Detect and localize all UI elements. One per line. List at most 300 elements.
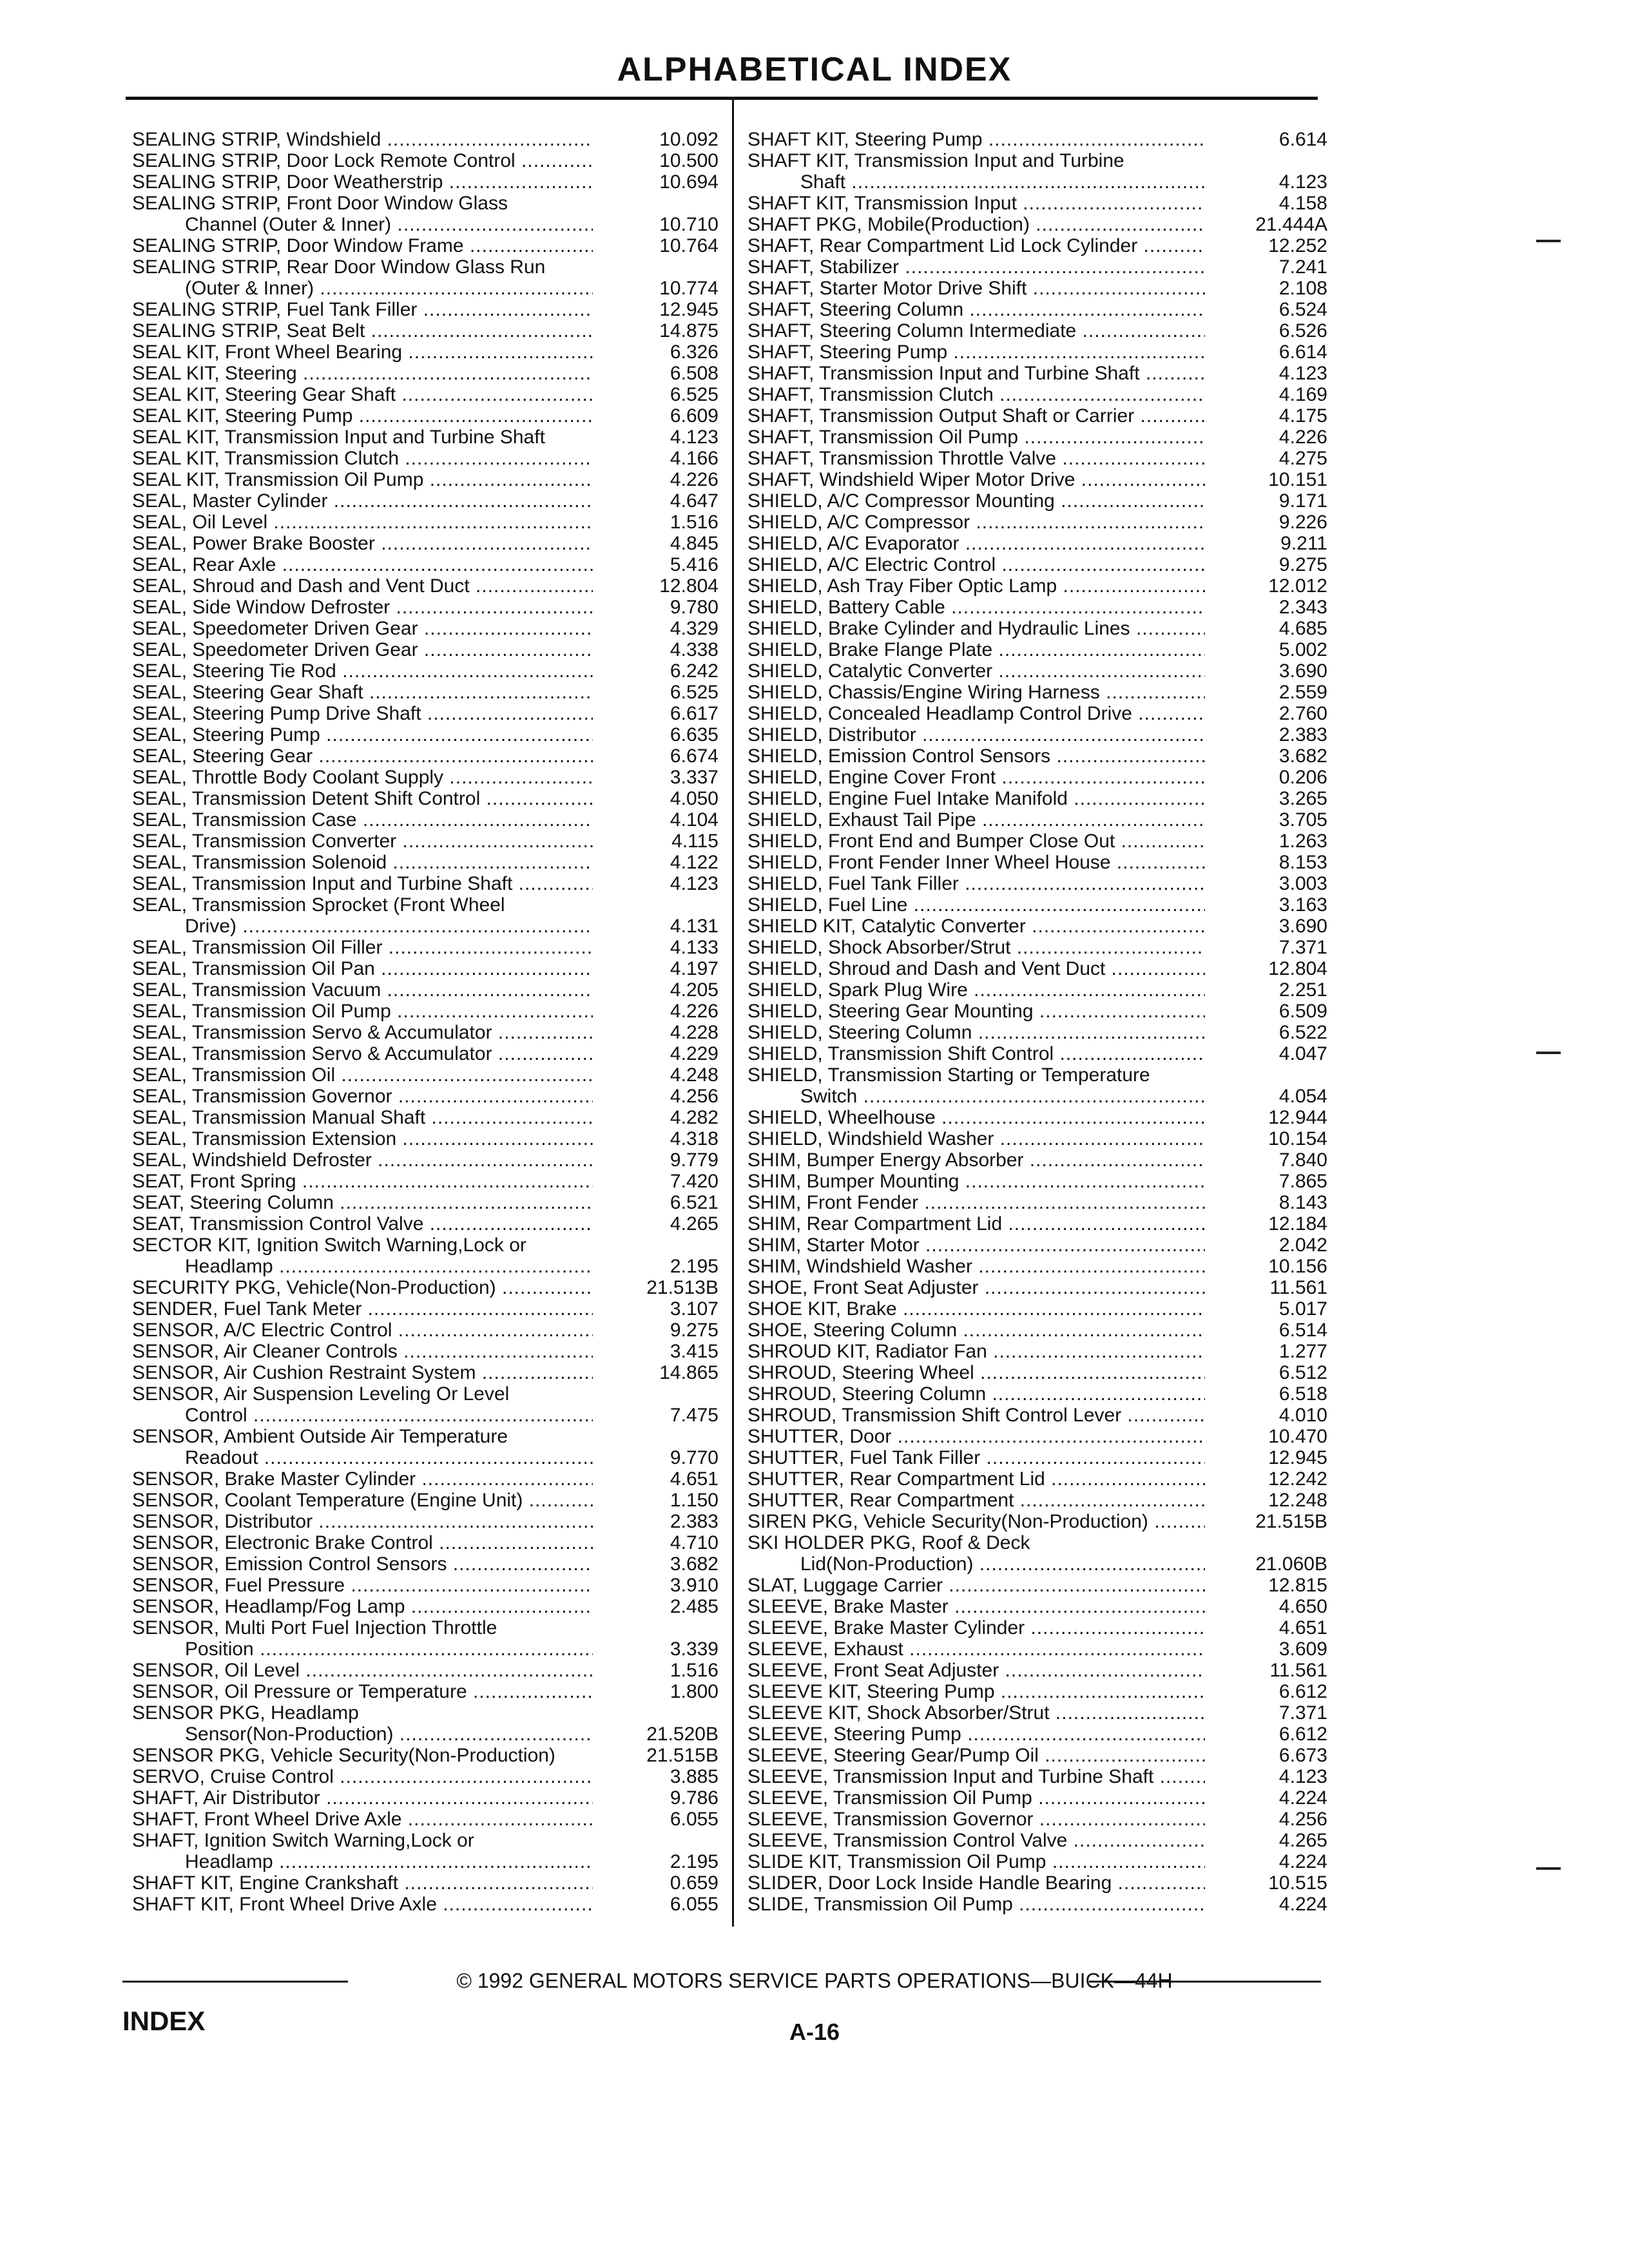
index-entry-page: 4.651 xyxy=(670,1468,718,1490)
index-entry xyxy=(747,1192,1327,1213)
index-entry-page: 6.509 xyxy=(1278,1001,1327,1022)
index-entry-label: SHAFT, Transmission Throttle Valve ..... xyxy=(747,448,1205,469)
index-entry-label: SHAFT, Transmission Output Shaft or Carrier ..... xyxy=(747,405,1205,427)
index-entry xyxy=(747,320,1327,341)
index-entry-label: SLEEVE KIT, Steering Pump ..... xyxy=(747,1681,1205,1702)
index-entry xyxy=(132,1681,718,1702)
index-entry xyxy=(747,129,1327,150)
index-entry-label: SHIELD, Concealed Headlamp Control Drive ..... xyxy=(747,703,1205,724)
index-entry-page: 4.123 xyxy=(670,427,718,448)
index-entry xyxy=(132,235,718,256)
index-entry-page: 21.515B xyxy=(1255,1511,1327,1532)
index-entry-page: 4.205 xyxy=(670,979,718,1001)
index-entry-label: SEAL, Transmission Oil Filler ..... xyxy=(132,937,593,958)
index-entry-label: SEALING STRIP, Windshield ..... xyxy=(132,129,593,150)
index-entry-page: 4.651 xyxy=(1278,1617,1327,1639)
index-entry xyxy=(132,256,718,278)
index-entry-label: SEAL KIT, Transmission Clutch ..... xyxy=(132,448,593,469)
index-entry xyxy=(747,979,1327,1001)
index-entry-label: SEALING STRIP, Door Weatherstrip ..... xyxy=(132,171,593,193)
index-entry-label: SHIM, Front Fender ..... xyxy=(747,1192,1205,1213)
index-entry-label: SHAFT, Air Distributor ..... xyxy=(132,1787,593,1809)
index-entry xyxy=(747,745,1327,767)
index-entry xyxy=(747,1298,1327,1320)
index-entry-label: SENSOR, Air Cushion Restraint System ..... xyxy=(132,1362,593,1383)
index-entry xyxy=(747,1277,1327,1298)
index-entry-label: SLEEVE, Exhaust ..... xyxy=(747,1639,1205,1660)
index-entry-page: 10.710 xyxy=(659,214,718,235)
index-entry-page: 4.158 xyxy=(1278,193,1327,214)
index-entry xyxy=(747,384,1327,405)
index-entry xyxy=(747,937,1327,958)
index-entry xyxy=(132,405,718,427)
index-entry-page: 2.760 xyxy=(1278,703,1327,724)
index-entry-page: 0.659 xyxy=(670,1872,718,1894)
index-entry xyxy=(747,1405,1327,1426)
index-entry xyxy=(747,363,1327,384)
index-entry-page: 3.415 xyxy=(670,1341,718,1362)
index-entry-label: SEAL, Transmission Vacuum ..... xyxy=(132,979,593,1001)
index-entry-label: SEAL, Transmission Servo & Accumulator ..... xyxy=(132,1022,593,1043)
index-entry-label: Position ..... xyxy=(132,1639,593,1660)
index-entry-page: 12.012 xyxy=(1268,575,1327,597)
index-entry xyxy=(132,427,718,448)
index-entry-label: SEAL, Transmission Detent Shift Control ..... xyxy=(132,788,593,809)
index-entry-label: SHUTTER, Rear Compartment Lid ..... xyxy=(747,1468,1205,1490)
index-entry-label: SENSOR, Multi Port Fuel Injection Throttle xyxy=(132,1617,497,1639)
index-entry xyxy=(747,1724,1327,1745)
index-entry-label: SEAL, Steering Tie Rod ..... xyxy=(132,660,593,682)
index-entry-page: 6.512 xyxy=(1278,1362,1327,1383)
index-entry xyxy=(132,1128,718,1149)
index-entry-label: SLEEVE, Transmission Governor ..... xyxy=(747,1809,1205,1830)
index-entry-label: SHUTTER, Rear Compartment ..... xyxy=(747,1490,1205,1511)
index-entry-label: SHIELD, Exhaust Tail Pipe ..... xyxy=(747,809,1205,831)
index-entry xyxy=(132,1298,718,1320)
index-entry xyxy=(132,1511,718,1532)
index-entry xyxy=(132,341,718,363)
index-entry xyxy=(132,1235,718,1256)
index-entry-label: SENSOR, Ambient Outside Air Temperature xyxy=(132,1426,508,1447)
index-entry-page: 9.275 xyxy=(670,1320,718,1341)
index-entry xyxy=(132,1001,718,1022)
index-entry xyxy=(132,1256,718,1277)
index-entry-page: 4.338 xyxy=(670,639,718,660)
index-entry-label: SLEEVE, Transmission Oil Pump ..... xyxy=(747,1787,1205,1809)
index-entry-page: 12.815 xyxy=(1268,1575,1327,1596)
index-entry xyxy=(747,1553,1327,1575)
index-entry-page: 6.514 xyxy=(1278,1320,1327,1341)
index-entry-page: 21.520B xyxy=(646,1724,718,1745)
index-entry xyxy=(132,384,718,405)
index-entry-page: 8.153 xyxy=(1278,852,1327,873)
index-entry-page: 2.343 xyxy=(1278,597,1327,618)
index-entry-label: SHROUD, Transmission Shift Control Lever ..... xyxy=(747,1405,1205,1426)
index-entry-page: 10.774 xyxy=(659,278,718,299)
index-entry-label: SENSOR, Oil Pressure or Temperature ..... xyxy=(132,1681,593,1702)
index-entry-page: 7.420 xyxy=(670,1171,718,1192)
index-entry-page: 6.674 xyxy=(670,745,718,767)
index-entry-label: SHAFT KIT, Steering Pump ..... xyxy=(747,129,1205,150)
index-entry-label: SHIELD, Fuel Tank Filler ..... xyxy=(747,873,1205,894)
index-entry-label: SEAL, Transmission Extension ..... xyxy=(132,1128,593,1149)
index-entry xyxy=(132,1405,718,1426)
index-entry-label: SHIELD, Steering Gear Mounting ..... xyxy=(747,1001,1205,1022)
index-entry xyxy=(132,320,718,341)
index-entry xyxy=(747,1171,1327,1192)
index-entry-label: SHIELD, Transmission Shift Control ..... xyxy=(747,1043,1205,1064)
index-entry xyxy=(747,788,1327,809)
index-entry-page: 7.371 xyxy=(1278,1702,1327,1724)
index-entry-page: 9.779 xyxy=(670,1149,718,1171)
index-entry-label: SEAL, Steering Pump ..... xyxy=(132,724,593,745)
index-entry-page: 2.195 xyxy=(670,1256,718,1277)
index-entry-label: Control ..... xyxy=(132,1405,593,1426)
index-entry-label: SLIDER, Door Lock Inside Handle Bearing ..... xyxy=(747,1872,1205,1894)
index-entry xyxy=(747,1468,1327,1490)
index-entry-label: SHOE KIT, Brake ..... xyxy=(747,1298,1205,1320)
index-entry xyxy=(132,469,718,490)
index-entry-page: 6.609 xyxy=(670,405,718,427)
index-entry-label: SENSOR, Air Suspension Leveling Or Level xyxy=(132,1383,510,1405)
index-entry-page: 5.416 xyxy=(670,554,718,575)
index-entry-page: 2.108 xyxy=(1278,278,1327,299)
index-entry-page: 3.682 xyxy=(1278,745,1327,767)
index-entry xyxy=(747,1341,1327,1362)
index-entry xyxy=(747,1639,1327,1660)
index-entry-page: 10.156 xyxy=(1268,1256,1327,1277)
index-entry xyxy=(132,1383,718,1405)
index-entry-page: 3.690 xyxy=(1278,916,1327,937)
index-entry-label: SLAT, Luggage Carrier ..... xyxy=(747,1575,1205,1596)
index-entry-label: Headlamp ..... xyxy=(132,1256,593,1277)
index-entry xyxy=(747,1809,1327,1830)
index-entry-label: SEAL, Steering Gear ..... xyxy=(132,745,593,767)
index-entry-page: 21.515B xyxy=(646,1745,718,1766)
index-entry xyxy=(747,1830,1327,1851)
index-entry-label: SEAL, Transmission Converter ..... xyxy=(132,831,593,852)
index-entry-label: SHIELD, A/C Evaporator ..... xyxy=(747,533,1205,554)
index-entry-page: 4.050 xyxy=(670,788,718,809)
index-entry xyxy=(132,1320,718,1341)
index-entry-label: SEALING STRIP, Door Window Frame ..... xyxy=(132,235,593,256)
page-number: A-16 xyxy=(789,2019,840,2045)
index-entry xyxy=(132,1468,718,1490)
index-entry xyxy=(132,1043,718,1064)
index-entry xyxy=(747,1043,1327,1064)
index-entry-label: SHIELD, Engine Fuel Intake Manifold ..... xyxy=(747,788,1205,809)
index-entry-page: 14.865 xyxy=(659,1362,718,1383)
index-entry-label: SEAL, Speedometer Driven Gear ..... xyxy=(132,639,593,660)
index-entry-label: Readout ..... xyxy=(132,1447,593,1468)
index-entry-label: SEAL KIT, Front Wheel Bearing ..... xyxy=(132,341,593,363)
index-entry xyxy=(747,1787,1327,1809)
index-entry xyxy=(132,575,718,597)
index-entry-page: 4.122 xyxy=(670,852,718,873)
index-entry-page: 9.226 xyxy=(1278,512,1327,533)
index-entry-label: SHIELD, Distributor ..... xyxy=(747,724,1205,745)
index-entry-page: 3.885 xyxy=(670,1766,718,1787)
index-entry-label: SEAL KIT, Transmission Oil Pump ..... xyxy=(132,469,593,490)
index-entry xyxy=(132,278,718,299)
index-entry xyxy=(747,1490,1327,1511)
index-entry-label: (Outer & Inner) ..... xyxy=(132,278,593,299)
index-entry-page: 12.804 xyxy=(659,575,718,597)
index-entry-page: 4.282 xyxy=(670,1107,718,1128)
index-entry-label: SHAFT KIT, Engine Crankshaft ..... xyxy=(132,1872,593,1894)
index-entry-label: SEAL, Side Window Defroster ..... xyxy=(132,597,593,618)
index-entry-page: 6.612 xyxy=(1278,1724,1327,1745)
index-entry-label: SEAL, Windshield Defroster ..... xyxy=(132,1149,593,1171)
index-entry-label: SLEEVE, Brake Master ..... xyxy=(747,1596,1205,1617)
index-entry xyxy=(132,1341,718,1362)
index-entry-label: SLIDE, Transmission Oil Pump ..... xyxy=(747,1894,1205,1915)
index-entry-label: SLEEVE KIT, Shock Absorber/Strut ..... xyxy=(747,1702,1205,1724)
index-entry-page: 4.647 xyxy=(670,490,718,512)
index-entry-page: 3.910 xyxy=(670,1575,718,1596)
index-entry-page: 9.770 xyxy=(670,1447,718,1468)
margin-mark xyxy=(1536,240,1561,242)
index-entry-page: 4.047 xyxy=(1278,1043,1327,1064)
index-entry-label: SHAFT, Transmission Clutch ..... xyxy=(747,384,1205,405)
index-entry-page: 4.685 xyxy=(1278,618,1327,639)
index-entry-page: 6.242 xyxy=(670,660,718,682)
index-entry xyxy=(132,894,718,916)
index-entry-label: SHAFT, Ignition Switch Warning,Lock or xyxy=(132,1830,474,1851)
index-entry xyxy=(747,1426,1327,1447)
index-entry-label: SEAL, Transmission Manual Shaft ..... xyxy=(132,1107,593,1128)
index-entry-label: Shaft ..... xyxy=(747,171,1205,193)
index-entry-label: SIREN PKG, Vehicle Security(Non-Production) ..... xyxy=(747,1511,1205,1532)
index-entry-label: SHAFT KIT, Transmission Input ..... xyxy=(747,193,1205,214)
index-entry xyxy=(747,1872,1327,1894)
index-entry-label: SEAL, Steering Pump Drive Shaft ..... xyxy=(132,703,593,724)
index-entry xyxy=(132,597,718,618)
index-entry xyxy=(747,1660,1327,1681)
index-entry-label: SHIELD, Brake Cylinder and Hydraulic Lines ..... xyxy=(747,618,1205,639)
index-entry-label: SEAL KIT, Steering Gear Shaft ..... xyxy=(132,384,593,405)
index-entry xyxy=(132,1702,718,1724)
index-entry-label: SENSOR, Distributor ..... xyxy=(132,1511,593,1532)
index-entry-label: Drive) ..... xyxy=(132,916,593,937)
index-entry-label: SHAFT KIT, Front Wheel Drive Axle ..... xyxy=(132,1894,593,1915)
index-entry-label: SEAL KIT, Steering Pump ..... xyxy=(132,405,593,427)
index-entry-page: 1.263 xyxy=(1278,831,1327,852)
index-entry-label: SECURITY PKG, Vehicle(Non-Production) ..... xyxy=(132,1277,593,1298)
index-entry-page: 4.224 xyxy=(1278,1851,1327,1872)
index-entry-label: SHIELD, A/C Compressor ..... xyxy=(747,512,1205,533)
index-entry-page: 7.241 xyxy=(1278,256,1327,278)
index-entry-label: SHIM, Bumper Mounting ..... xyxy=(747,1171,1205,1192)
index-entry xyxy=(132,788,718,809)
index-entry xyxy=(132,767,718,788)
index-entry xyxy=(747,214,1327,235)
index-entry xyxy=(747,1596,1327,1617)
index-entry-label: SHIELD, Battery Cable ..... xyxy=(747,597,1205,618)
index-entry-label: SEAL, Transmission Oil Pump ..... xyxy=(132,1001,593,1022)
index-entry-label: SEALING STRIP, Front Door Window Glass xyxy=(132,193,508,214)
index-entry-page: 10.764 xyxy=(659,235,718,256)
index-entry-page: 6.508 xyxy=(670,363,718,384)
index-entry xyxy=(747,1702,1327,1724)
index-entry xyxy=(132,618,718,639)
index-entry-page: 6.055 xyxy=(670,1894,718,1915)
index-entry xyxy=(132,916,718,937)
index-entry xyxy=(132,1809,718,1830)
index-entry-label: SHIM, Starter Motor ..... xyxy=(747,1235,1205,1256)
index-entry-page: 1.516 xyxy=(670,1660,718,1681)
index-entry-page: 9.780 xyxy=(670,597,718,618)
index-entry xyxy=(747,405,1327,427)
index-entry xyxy=(747,256,1327,278)
index-column-right xyxy=(747,129,1327,1915)
index-entry-page: 11.561 xyxy=(1269,1660,1327,1681)
index-entry-label: SHIM, Bumper Energy Absorber ..... xyxy=(747,1149,1205,1171)
index-entry-page: 10.092 xyxy=(659,129,718,150)
index-entry-page: 4.224 xyxy=(1278,1787,1327,1809)
index-entry-label: SKI HOLDER PKG, Roof & Deck xyxy=(747,1532,1030,1553)
index-entry xyxy=(747,894,1327,916)
index-entry-page: 6.526 xyxy=(1278,320,1327,341)
index-entry-page: 6.614 xyxy=(1278,129,1327,150)
index-entry xyxy=(747,597,1327,618)
index-entry-label: SHIELD, A/C Electric Control ..... xyxy=(747,554,1205,575)
index-entry-page: 3.163 xyxy=(1278,894,1327,916)
index-entry xyxy=(132,1022,718,1043)
margin-mark xyxy=(1536,1867,1561,1870)
index-entry-label: SHIELD, Chassis/Engine Wiring Harness ..... xyxy=(747,682,1205,703)
index-entry-page: 7.865 xyxy=(1278,1171,1327,1192)
index-entry-label: SHIELD, Shock Absorber/Strut ..... xyxy=(747,937,1205,958)
index-entry-label: SEAL, Transmission Oil Pan ..... xyxy=(132,958,593,979)
index-entry xyxy=(747,235,1327,256)
index-entry xyxy=(132,958,718,979)
index-entry-page: 3.690 xyxy=(1278,660,1327,682)
index-entry-label: SEAL KIT, Transmission Input and Turbine Shaft xyxy=(132,427,545,448)
index-entry xyxy=(132,1553,718,1575)
index-entry-label: SHAFT PKG, Mobile(Production) ..... xyxy=(747,214,1205,235)
index-entry-label: SHIELD, Ash Tray Fiber Optic Lamp ..... xyxy=(747,575,1205,597)
index-entry xyxy=(747,1362,1327,1383)
index-entry-page: 6.524 xyxy=(1278,299,1327,320)
index-entry xyxy=(132,873,718,894)
index-entry xyxy=(132,1596,718,1617)
index-entry-page: 2.042 xyxy=(1278,1235,1327,1256)
index-entry-label: SHAFT, Steering Pump ..... xyxy=(747,341,1205,363)
index-entry-page: 6.522 xyxy=(1278,1022,1327,1043)
index-entry-page: 4.169 xyxy=(1278,384,1327,405)
index-entry-page: 4.329 xyxy=(670,618,718,639)
index-entry-page: 4.228 xyxy=(670,1022,718,1043)
index-entry xyxy=(132,1724,718,1745)
index-entry-label: SEAL, Steering Gear Shaft ..... xyxy=(132,682,593,703)
index-entry-label: SEAL KIT, Steering ..... xyxy=(132,363,593,384)
index-entry xyxy=(747,1532,1327,1553)
index-entry xyxy=(132,703,718,724)
index-entry-label: SENSOR, Fuel Pressure ..... xyxy=(132,1575,593,1596)
index-entry-page: 6.525 xyxy=(670,384,718,405)
index-entry xyxy=(747,618,1327,639)
index-entry xyxy=(132,1362,718,1383)
index-entry xyxy=(747,809,1327,831)
index-entry-label: SHIELD, A/C Compressor Mounting ..... xyxy=(747,490,1205,512)
index-entry-label: SEAT, Transmission Control Valve ..... xyxy=(132,1213,593,1235)
index-entry-page: 4.248 xyxy=(670,1064,718,1086)
index-entry-label: SHIELD, Shroud and Dash and Vent Duct ..... xyxy=(747,958,1205,979)
index-entry xyxy=(747,1022,1327,1043)
index-entry xyxy=(132,1171,718,1192)
index-entry-page: 12.248 xyxy=(1268,1490,1327,1511)
index-entry-page: 8.143 xyxy=(1278,1192,1327,1213)
index-entry-page: 11.561 xyxy=(1269,1277,1327,1298)
index-entry xyxy=(747,278,1327,299)
index-entry xyxy=(132,1851,718,1872)
index-entry xyxy=(132,1617,718,1639)
index-entry-page: 3.265 xyxy=(1278,788,1327,809)
index-entry xyxy=(132,745,718,767)
index-entry-page: 12.252 xyxy=(1268,235,1327,256)
index-entry xyxy=(747,660,1327,682)
index-entry-page: 6.635 xyxy=(670,724,718,745)
index-entry-label: SHOE, Front Seat Adjuster ..... xyxy=(747,1277,1205,1298)
index-entry xyxy=(747,852,1327,873)
index-entry-page: 4.224 xyxy=(1278,1894,1327,1915)
index-entry-page: 12.944 xyxy=(1268,1107,1327,1128)
index-entry-page: 10.694 xyxy=(659,171,718,193)
index-entry-label: Sensor(Non-Production) ..... xyxy=(132,1724,593,1745)
index-entry-label: SEAL, Transmission Oil ..... xyxy=(132,1064,593,1086)
index-entry xyxy=(132,448,718,469)
index-entry-label: SEAL, Throttle Body Coolant Supply ..... xyxy=(132,767,593,788)
index-entry xyxy=(747,724,1327,745)
index-entry-page: 10.470 xyxy=(1268,1426,1327,1447)
index-entry-label: SENSOR, Oil Level ..... xyxy=(132,1660,593,1681)
index-entry xyxy=(747,193,1327,214)
index-entry-page: 4.197 xyxy=(670,958,718,979)
index-entry-page: 3.609 xyxy=(1278,1639,1327,1660)
index-entry-label: Channel (Outer & Inner) ..... xyxy=(132,214,593,235)
index-entry-label: SEALING STRIP, Rear Door Window Glass Run xyxy=(132,256,546,278)
index-entry xyxy=(747,469,1327,490)
index-entry xyxy=(132,852,718,873)
index-entry-label: SHIELD, Front Fender Inner Wheel House ..... xyxy=(747,852,1205,873)
index-entry-page: 4.650 xyxy=(1278,1596,1327,1617)
index-entry xyxy=(132,1192,718,1213)
index-entry-label: SHOE, Steering Column ..... xyxy=(747,1320,1205,1341)
index-entry-label: SENSOR PKG, Headlamp xyxy=(132,1702,359,1724)
index-entry xyxy=(747,448,1327,469)
index-entry xyxy=(747,341,1327,363)
index-entry-page: 4.226 xyxy=(1278,427,1327,448)
index-entry-label: SENSOR, Coolant Temperature (Engine Unit) ..... xyxy=(132,1490,593,1511)
index-entry xyxy=(132,171,718,193)
index-entry-page: 1.800 xyxy=(670,1681,718,1702)
index-entry-page: 9.171 xyxy=(1278,490,1327,512)
index-entry xyxy=(747,1575,1327,1596)
index-entry-label: SEALING STRIP, Door Lock Remote Control ..... xyxy=(132,150,593,171)
index-entry-label: SHUTTER, Door ..... xyxy=(747,1426,1205,1447)
index-entry-label: SEAL, Power Brake Booster ..... xyxy=(132,533,593,554)
index-entry-page: 4.123 xyxy=(1278,171,1327,193)
index-entry xyxy=(132,809,718,831)
index-entry xyxy=(132,937,718,958)
index-entry-page: 0.206 xyxy=(1278,767,1327,788)
index-entry-label: SHAFT, Transmission Oil Pump ..... xyxy=(747,427,1205,448)
index-entry-label: SENSOR, A/C Electric Control ..... xyxy=(132,1320,593,1341)
index-entry-page: 4.175 xyxy=(1278,405,1327,427)
index-entry xyxy=(747,958,1327,979)
index-entry-label: SHIELD, Emission Control Sensors ..... xyxy=(747,745,1205,767)
